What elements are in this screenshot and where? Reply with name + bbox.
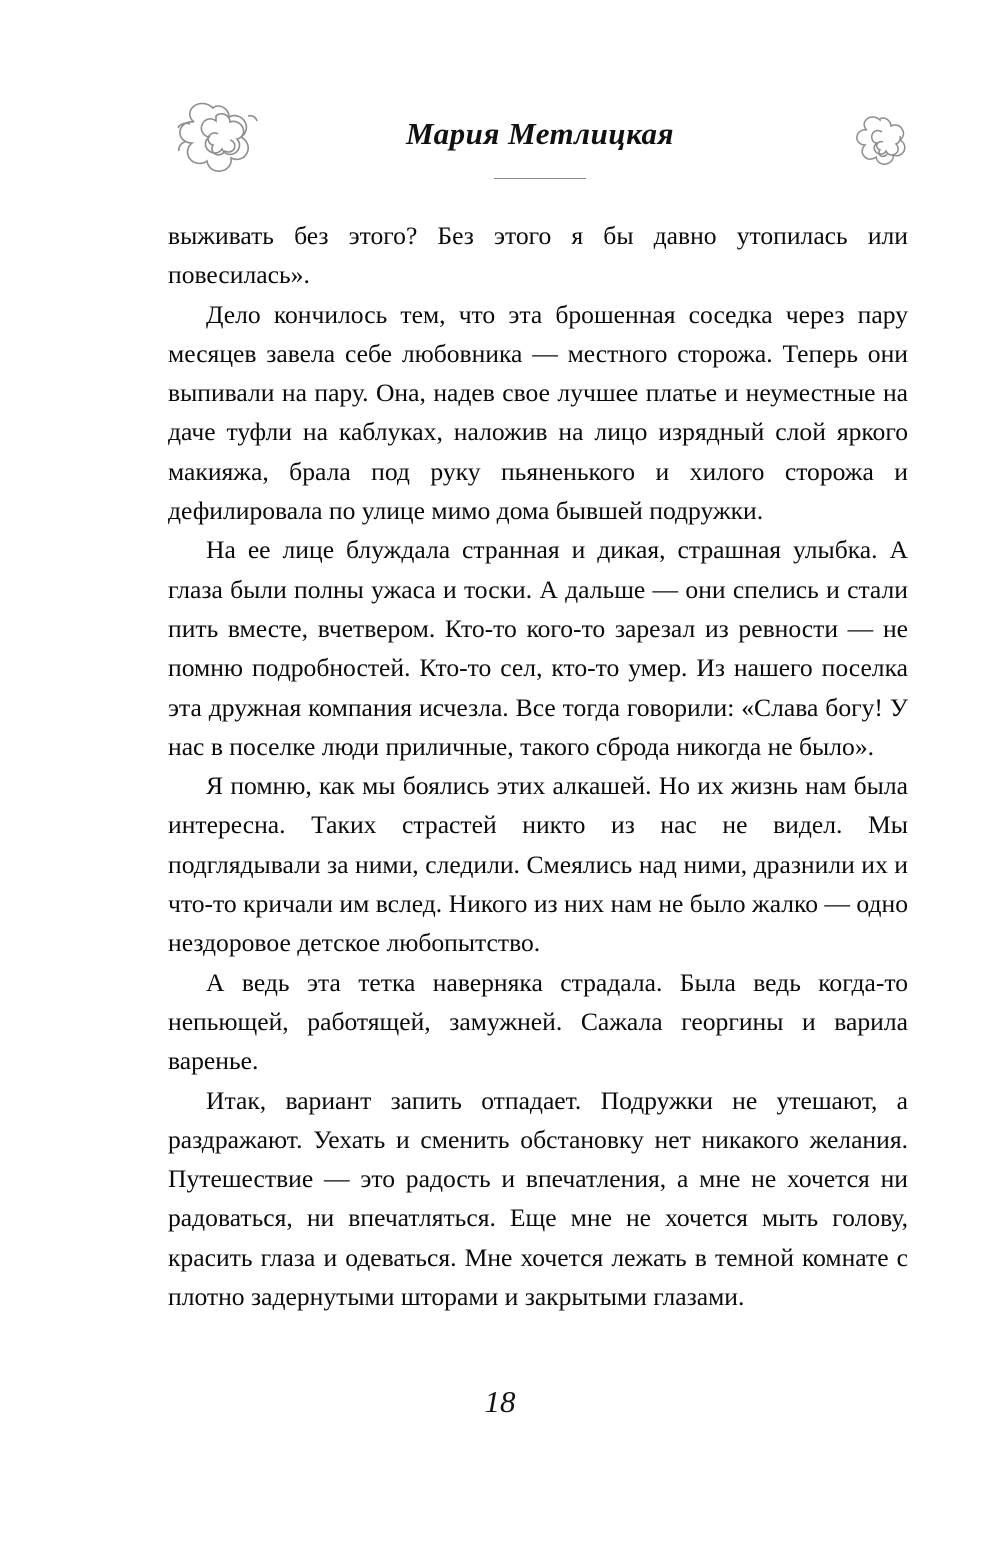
paragraph: Итак, вариант запить отпадает. Подружки не утешают, а раздражают. Уехать и сменить обстановку нет никакого желания. Путешествие — это радость и впечатления, а мне не хочется ни радоваться, ни впечатляться. Еще мне не хочется мыть голову, красить глаза и одеваться. Мне хочется лежать в темной комнате с плотно задернутыми шторами и закрытыми глазами. (168, 1085, 908, 1312)
page-title: Мария Метлицкая (406, 116, 674, 151)
paragraph: На ее лице блуждала странная и дикая, страшная улыбка. А глаза были полны ужаса и тоски. А дальше — они спелись и стали пить вместе, вчетвером. Кто-то кого-то зарезал из ревности — не помню подробностей. Кто-то сел, кто-то умер. Из нашего поселка эта дружная компания исчезла. Все тогда говорили: «Слава богу! У нас в поселке люди приличные, такого сброда никогда не было». (168, 535, 908, 761)
paragraph: выживать без этого? Без этого я бы давно утопилась или повесилась». (168, 221, 908, 290)
page-body (168, 216, 908, 1316)
page-number: 18 (484, 1384, 516, 1419)
page-header (170, 96, 910, 186)
paragraph: Дело кончилось тем, что эта брошенная соседка через пару месяцев завела себе любовника — местного сторожа. Теперь они выпивали на пару. Она, надев свое лучшее платье и неуместные на даче туфли на каблуках, наложив на лицо изрядный слой яркого макияжа, брала под руку пьяненького и хилого сторожа и дефилировала по улице мимо дома бывшей подружки. (168, 299, 908, 526)
header-divider (494, 178, 586, 179)
paragraph: А ведь эта тетка наверняка страдала. Была ведь когда-то непьющей, работящей, замужней. Сажала георгины и варила варенье. (168, 967, 908, 1076)
rose-ornament-small-icon (852, 112, 910, 171)
paragraph: Я помню, как мы боялись этих алкашей. Но их жизнь нам была интересна. Таких страстей никто из нас не видел. Мы подглядывали за ними, следили. Смеялись над ними, дразнили их и что-то кричали им вслед. Никого из них нам не было жалко — одно нездоровое детское любопытство. (168, 771, 908, 958)
